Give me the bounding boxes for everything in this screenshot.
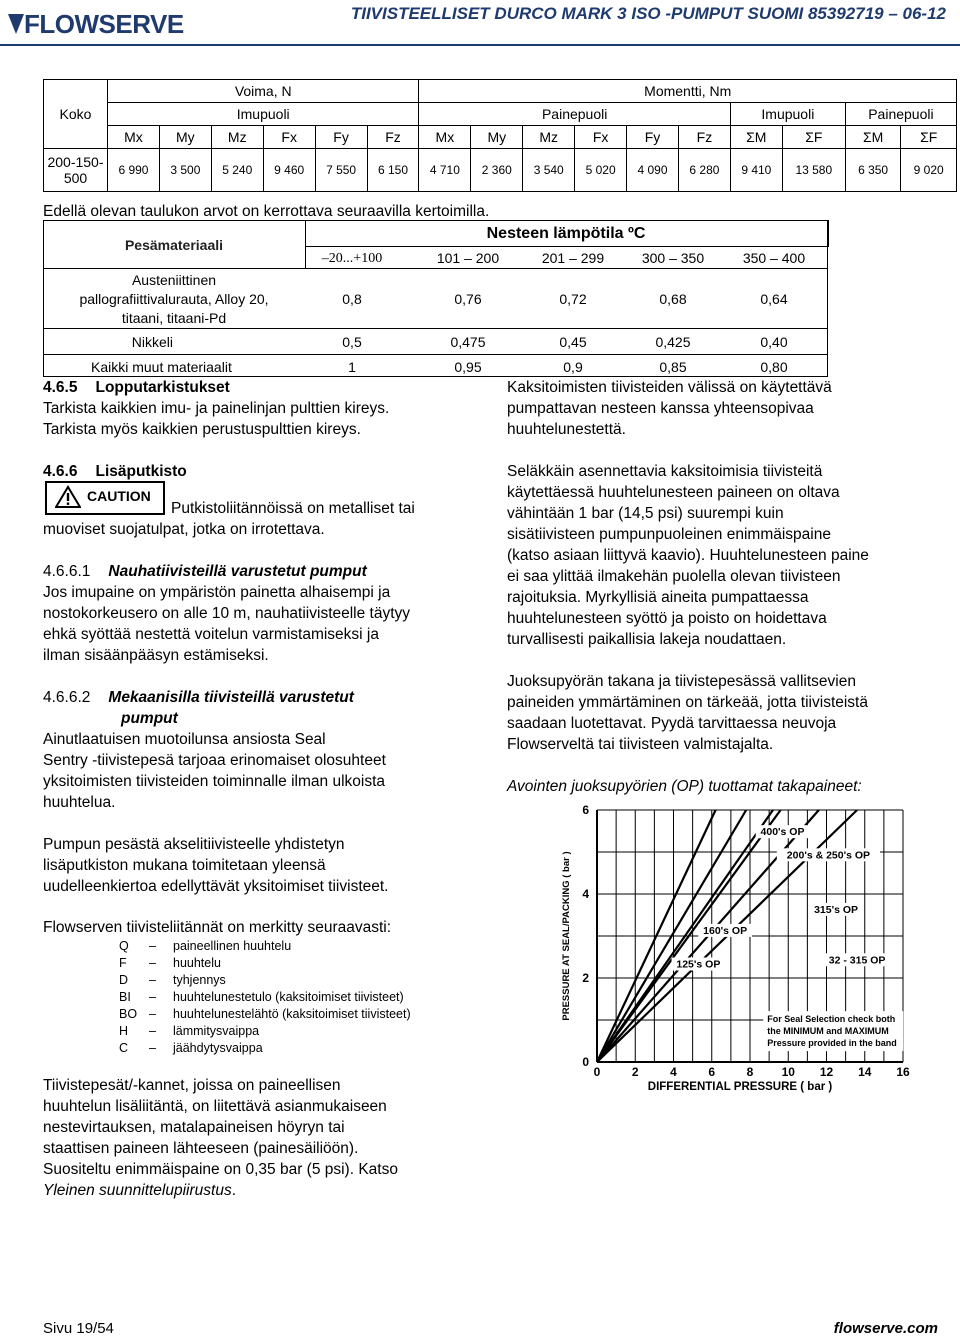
col-header: Fy — [627, 126, 679, 149]
nozzle-loads-table — [43, 79, 957, 192]
dash: – — [149, 1023, 156, 1038]
period: . — [231, 1182, 237, 1199]
drawing-reference: Yleinen suunnittelupiirustus — [43, 1182, 232, 1199]
table-cell: 9 460 — [263, 149, 315, 192]
series-label: 400's OP — [760, 826, 805, 839]
section-number: 4.6.6.2 — [43, 689, 91, 706]
section-465-heading — [43, 377, 230, 398]
table-cell: 6 350 — [845, 149, 901, 192]
voima-header: Voima, N — [108, 80, 419, 103]
code-description: lämmitysvaippa — [173, 1023, 260, 1038]
caution-label — [45, 481, 165, 515]
list-item — [119, 988, 411, 1005]
series-label: 160's OP — [703, 924, 748, 937]
code-description: paineellinen huuhtelu — [173, 938, 292, 953]
body-line: uudelleenkiertoa edellyttävät yksitoimiset tiivisteet. — [43, 878, 389, 895]
body-line: saadaan luotettavat. Pyydä tarvittaessa neuvoja — [507, 715, 837, 732]
factor-cell: 0,5 — [342, 334, 362, 350]
factor-cell: 0,76 — [454, 291, 482, 307]
logo-mark-icon — [6, 10, 26, 36]
factor-cell: 0,95 — [454, 359, 482, 375]
body-line: Seläkkäin asennettavia kaksitoimisia tiivisteitä — [507, 463, 823, 480]
factor-cell: 0,475 — [450, 334, 486, 350]
section-number: 4.6.6.1 — [43, 563, 91, 580]
connection-code-list — [119, 937, 411, 1056]
back-pressure-chart — [535, 798, 925, 1098]
painepuoli-header: Painepuoli — [419, 103, 730, 126]
body-line: muoviset suojatulpat, jotka on irrotettava. — [43, 521, 325, 538]
table-cell: 3 500 — [159, 149, 211, 192]
temp-range: 201 – 299 — [541, 250, 605, 266]
dash: – — [149, 989, 156, 1004]
x-tick-label: 0 — [593, 1065, 601, 1079]
col-header: Fx — [575, 126, 627, 149]
row-label: 200-150-500 — [44, 149, 108, 192]
body-line: käytettäessä huuhtelunesteen paineen on oltava — [507, 484, 840, 501]
body-line: huuhtelunesteen syöttö ja poisto on hoidettava — [507, 610, 827, 627]
col-header: My — [471, 126, 523, 149]
body-line: Jos imupaine on ympäristön painetta alhaisempi ja — [43, 584, 391, 601]
momentti-header: Momentti, Nm — [419, 80, 957, 103]
body-line: Flowserveltä tai tiivisteen valmistajalta. — [507, 736, 774, 753]
dash: – — [149, 1006, 156, 1021]
section-4661-heading — [43, 561, 367, 582]
body-line: Ainutlaatuisen muotoilunsa ansiosta Seal — [43, 731, 326, 748]
temp-range: 300 – 350 — [641, 250, 705, 266]
table-cell: 3 540 — [523, 149, 575, 192]
code: D — [119, 972, 129, 987]
y-tick-label: 2 — [582, 971, 589, 985]
table-cell: 5 020 — [575, 149, 627, 192]
col-header: Fy — [315, 126, 367, 149]
body-line: huuhtelunestettä. — [507, 421, 626, 438]
column-header-row — [44, 126, 957, 149]
y-tick-label: 0 — [582, 1055, 589, 1069]
body-line: yksitoimisten tiivisteiden toiminnalle ilman ulkoista — [43, 773, 385, 790]
temperature-header: Nesteen lämpötila ºC — [486, 225, 646, 242]
code-description: tyhjennys — [173, 972, 226, 987]
painepuoli-header-2: Painepuoli — [845, 103, 956, 126]
body-line: paineiden ymmärtäminen on tärkeää, jotta tiivisteistä — [507, 694, 868, 711]
body-line: sisätiivisteen pumpunpuoleinen enimmäispaine — [507, 526, 831, 543]
koko-header: Koko — [44, 80, 108, 149]
factor-cell: 0,8 — [342, 291, 362, 307]
col-header: ΣM — [730, 126, 782, 149]
dash: – — [149, 938, 156, 953]
x-tick-label: 12 — [819, 1065, 834, 1079]
series-label: 32 - 315 OP — [828, 954, 886, 967]
code: H — [119, 1023, 129, 1038]
table-cell: 6 990 — [108, 149, 160, 192]
section-title: Nauhatiivisteillä varustetut pumput — [108, 563, 367, 580]
imupuoli-header: Imupuoli — [108, 103, 419, 126]
table-cell: 9 410 — [730, 149, 782, 192]
code-description: huuhtelunestelähtö (kaksitoimiset tiivisteet) — [173, 1006, 411, 1021]
document-title: TIIVISTEELLISET DURCO MARK 3 ISO -PUMPUT SUOMI 85392719 – 06-12 — [350, 4, 946, 23]
col-header: ΣF — [901, 126, 957, 149]
code: F — [119, 955, 127, 970]
section-number: 4.6.6 — [43, 463, 78, 480]
col-header: ΣM — [845, 126, 901, 149]
body-line: huuhtelun lisäliitäntä, on liitettävä asianmukaiseen — [43, 1098, 387, 1115]
factor-cell: 0,68 — [659, 291, 687, 307]
section-title: Lopputarkistukset — [95, 379, 230, 396]
x-axis-label: DIFFERENTIAL PRESSURE ( bar ) — [647, 1081, 833, 1093]
col-header: Fz — [678, 126, 730, 149]
series-label: 315's OP — [814, 903, 859, 916]
material-name: Kaikki muut materiaalit — [91, 359, 232, 375]
factor-cell: 0,45 — [559, 334, 587, 350]
warning-triangle-icon — [55, 485, 81, 509]
table-cell: 13 580 — [782, 149, 845, 192]
annotation-text: the MINIMUM and MAXIMUM — [767, 1026, 889, 1037]
body-line: (katso asiaan liittyvä kaavio). Huuhtelunesteen paine — [507, 547, 869, 564]
body-line: nestevirtauksen, matalapaineisen höyryn tai — [43, 1119, 345, 1136]
code: Q — [119, 938, 129, 953]
col-header: My — [159, 126, 211, 149]
section-title: Mekaanisilla tiivisteillä varustetut — [108, 689, 354, 706]
table-cell: 9 020 — [901, 149, 957, 192]
code-description: huuhtelunestetulo (kaksitoimiset tiivisteet) — [173, 989, 404, 1004]
annotation-text: Pressure provided in the band — [767, 1038, 897, 1049]
body-line: Suositeltu enimmäispaine on 0,35 bar (5 psi). Katso — [43, 1161, 398, 1178]
temp-range: 350 – 400 — [742, 250, 806, 266]
code-description: jäähdytysvaippa — [173, 1040, 263, 1055]
material-line: pallografiittivalurauta, Alloy 20, — [79, 291, 269, 307]
code: C — [119, 1040, 129, 1055]
y-tick-label: 4 — [582, 887, 589, 901]
x-tick-label: 16 — [896, 1065, 910, 1079]
x-tick-label: 14 — [858, 1065, 872, 1079]
table-cell: 6 150 — [367, 149, 419, 192]
factor-cell: 0,64 — [760, 291, 788, 307]
list-item — [119, 1022, 411, 1039]
dash: – — [149, 1040, 156, 1055]
code-description: huuhtelu — [173, 955, 221, 970]
body-line: Juoksupyörän takana ja tiivistepesässä vallitsevien — [507, 673, 856, 690]
body-line: Kaksitoimisten tiivisteiden välissä on käytettävä — [507, 379, 832, 396]
body-line: staattisen paineen lähteeseen (painesäiliöön). — [43, 1140, 359, 1157]
material-name — [43, 271, 305, 328]
table-cell: 5 240 — [211, 149, 263, 192]
table-cell: 4 090 — [627, 149, 679, 192]
body-line: Tiivistepesät/-kannet, joissa on paineellisen — [43, 1077, 341, 1094]
list-item — [119, 937, 411, 954]
body-line — [43, 1180, 236, 1201]
x-tick-label: 6 — [708, 1065, 716, 1079]
section-title-cont: pumput — [121, 710, 178, 727]
body-line: ilman sisäänpääsyn estämiseksi. — [43, 647, 269, 664]
material-line: Austeniittinen — [131, 272, 217, 288]
temperature-factor-table — [43, 220, 828, 380]
section-title: Lisäputkisto — [95, 463, 187, 480]
chart-labels — [561, 803, 910, 1093]
dash: – — [149, 955, 156, 970]
body-line: vähintään 1 bar (14,5 psi) suurempi kuin — [507, 505, 784, 522]
body-line: Tarkista myös kaikkien perustuspulttien kireys. — [43, 421, 361, 438]
body-line: lisäputkiston mukana toimitetaan yleensä — [43, 857, 326, 874]
page-number: Sivu 19/54 — [43, 1320, 114, 1337]
series-label: 125's OP — [676, 958, 721, 971]
dash: – — [149, 972, 156, 987]
site-link[interactable]: flowserve.com — [833, 1320, 938, 1337]
header-rule — [0, 44, 960, 46]
col-header: Fx — [263, 126, 315, 149]
code: BI — [119, 989, 131, 1004]
body-line: Tarkista kaikkien imu- ja painelinjan pulttien kireys. — [43, 400, 390, 417]
material-name: Nikkeli — [131, 334, 173, 350]
table-cell: 4 710 — [419, 149, 471, 192]
list-item — [119, 971, 411, 988]
col-header: Mz — [211, 126, 263, 149]
temp-range: 101 – 200 — [436, 250, 500, 266]
body-line: ei saa ylittää ilmakehän puolella olevan tiivisteen — [507, 568, 841, 585]
x-tick-label: 4 — [670, 1065, 677, 1079]
caution-text: CAUTION — [87, 488, 151, 504]
factor-cell: 0,85 — [659, 359, 687, 375]
material-line: titaani, titaani-Pd — [121, 310, 227, 326]
col-header: ΣF — [782, 126, 845, 149]
factor-cell: 0,72 — [559, 291, 587, 307]
factor-cell: 0,9 — [563, 359, 583, 375]
x-tick-label: 2 — [631, 1065, 639, 1079]
temp-range: –20...+100 — [321, 251, 383, 266]
logo-text: FLOWSERVE — [24, 9, 184, 39]
x-tick-label: 8 — [746, 1065, 754, 1079]
factor-cell: 0,425 — [655, 334, 691, 350]
intro-text: Edellä olevan taulukon arvot on kerrottava seuraavilla kertoimilla. — [43, 203, 490, 220]
col-header: Mx — [108, 126, 160, 149]
flowserve-logo — [6, 8, 184, 39]
table-cell: 7 550 — [315, 149, 367, 192]
y-tick-label: 6 — [582, 803, 589, 817]
factor-cell: 1 — [348, 359, 356, 375]
body-line: turvallisesti paikallisia lakeja noudattaen. — [507, 631, 787, 648]
body-line: rajoituksia. Myrkyllisiä aineita pumpattaessa — [507, 589, 809, 606]
body-line: Pumpun pesästä akselitiivisteelle yhdistetyn — [43, 836, 345, 853]
x-tick-label: 10 — [781, 1065, 795, 1079]
y-axis-label: PRESSURE AT SEAL/PACKING ( bar ) — [561, 851, 572, 1021]
code: BO — [119, 1006, 138, 1021]
list-item — [119, 1005, 411, 1022]
annotation-text: For Seal Selection check both — [767, 1014, 896, 1025]
series-label: 200's & 250's OP — [786, 849, 871, 862]
body-line: huuhtelua. — [43, 794, 116, 811]
col-header: Fz — [367, 126, 419, 149]
col-header: Mx — [419, 126, 471, 149]
body-line: Flowserven tiivisteliitännät on merkitty seuraavasti: — [43, 919, 392, 936]
table-cell: 2 360 — [471, 149, 523, 192]
table-row — [44, 149, 957, 192]
body-line: Sentry -tiivistepesä tarjoaa erinomaiset olosuhteet — [43, 752, 386, 769]
body-line: Putkistoliitännöissä on metalliset tai — [171, 500, 415, 517]
chart-caption: Avointen juoksupyörien (OP) tuottamat takapaineet: — [507, 778, 862, 795]
body-line: ehkä syöttää nestettä voitelun varmistamiseksi ja — [43, 626, 379, 643]
factor-cell: 0,40 — [760, 334, 788, 350]
body-line: nostokorkeusero on alle 10 m, nauhatiivisteelle täytyy — [43, 605, 411, 622]
imupuoli-header-2: Imupuoli — [730, 103, 845, 126]
material-header: Pesämateriaali — [124, 237, 224, 253]
section-4662-heading — [43, 687, 354, 708]
col-header: Mz — [523, 126, 575, 149]
body-line: pumpattavan nesteen kanssa yhteensopivaa — [507, 400, 814, 417]
table-cell: 6 280 — [678, 149, 730, 192]
factor-cell: 0,80 — [760, 359, 788, 375]
section-number: 4.6.5 — [43, 379, 78, 396]
section-466-heading — [43, 461, 187, 482]
list-item — [119, 1039, 411, 1056]
list-item — [119, 954, 411, 971]
